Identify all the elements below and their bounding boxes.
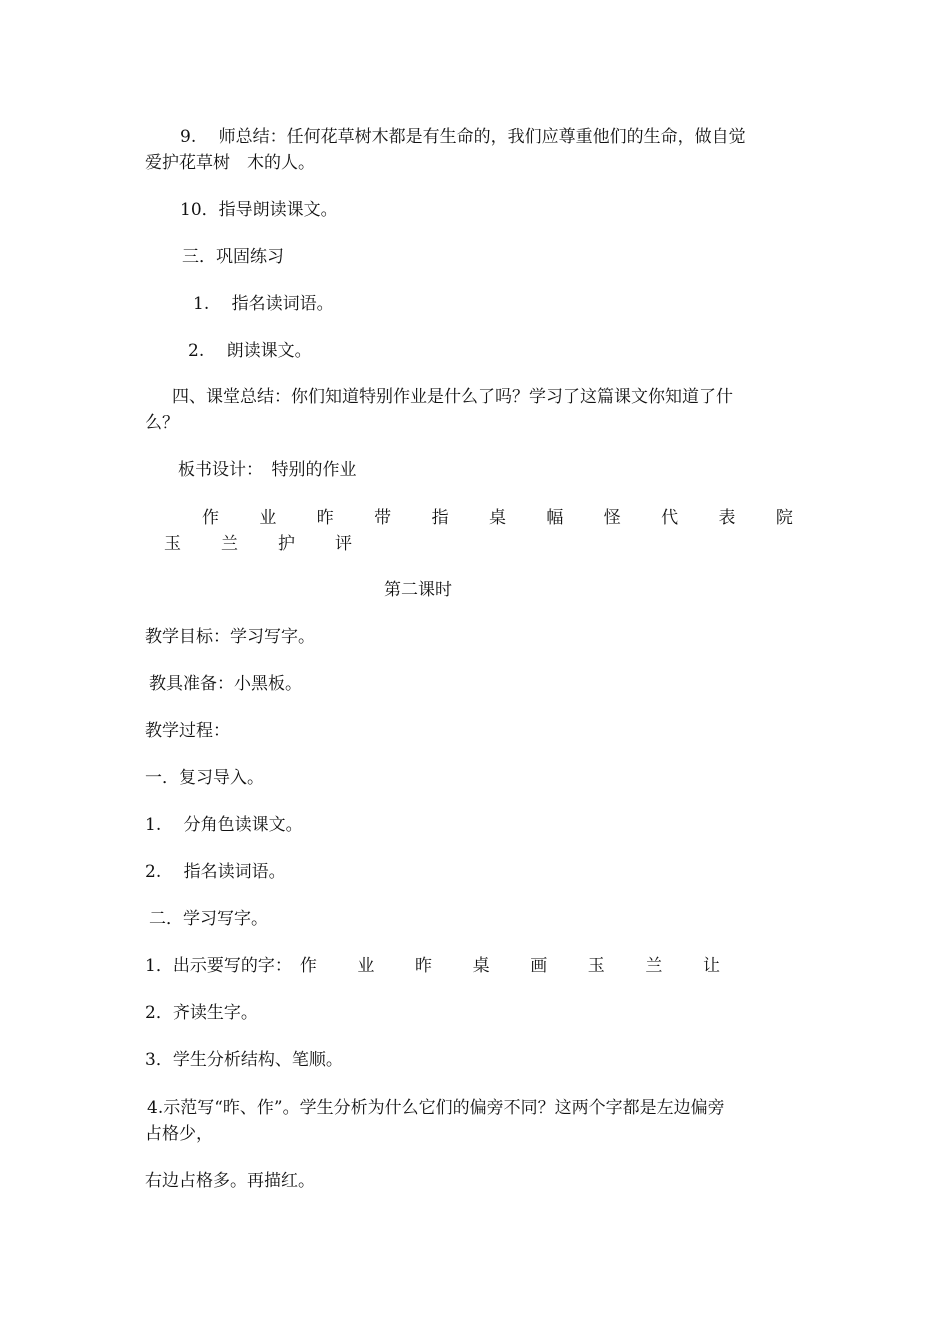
writing-step-1 — [145, 954, 720, 978]
writing-heading: 二．学习写字。 — [149, 909, 268, 929]
board-char: 表 — [718, 508, 736, 528]
summary-line2: 么？ — [145, 413, 179, 433]
board-char: 幅 — [546, 508, 564, 528]
teaching-process: 教学过程： — [145, 721, 230, 741]
board-char: 兰 — [221, 534, 238, 554]
board-char: 怪 — [603, 508, 621, 528]
write-char: 兰 — [645, 956, 663, 976]
board-char: 玉 — [164, 534, 181, 554]
review-item-2: 2. 指名读词语。 — [145, 862, 286, 882]
paragraph-10: 10．指导朗读课文。 — [180, 200, 338, 220]
review-heading: 一．复习导入。 — [145, 768, 264, 788]
board-char: 桌 — [488, 508, 506, 528]
write-char: 业 — [357, 956, 375, 976]
section-3-heading: 三．巩固练习 — [182, 247, 284, 267]
board-design-heading: 板书设计： 特别的作业 — [178, 460, 357, 480]
teaching-tools: 教具准备：小黑板。 — [149, 674, 302, 694]
board-char: 评 — [335, 534, 352, 554]
board-char: 业 — [259, 508, 277, 528]
paragraph-9-line1: 9. 师总结：任何花草树木都是有生命的，我们应尊重他们的生命，做自觉 — [180, 127, 746, 147]
board-characters-row1 — [202, 506, 793, 530]
review-item-1: 1. 分角色读课文。 — [145, 815, 303, 835]
write-char: 让 — [702, 956, 720, 976]
board-char: 指 — [431, 508, 449, 528]
summary-line1: 四、课堂总结：你们知道特别作业是什么了吗？学习了这篇课文你知道了什 — [172, 387, 733, 407]
writing-step-4-line3: 右边占格多。再描红。 — [145, 1171, 315, 1191]
board-char: 昨 — [316, 508, 334, 528]
practice-item-1: 1. 指名读词语。 — [193, 294, 334, 314]
writing-step-3: 3．学生分析结构、笔顺。 — [145, 1050, 343, 1070]
write-char: 昨 — [415, 956, 433, 976]
board-char: 护 — [278, 534, 295, 554]
board-characters-row2 — [164, 532, 352, 556]
board-char: 代 — [661, 508, 679, 528]
lesson-2-title: 第二课时 — [384, 580, 452, 600]
writing-step-4-line2: 占格少， — [145, 1124, 213, 1144]
board-char: 带 — [374, 508, 392, 528]
board-char: 作 — [202, 508, 219, 528]
teaching-goal: 教学目标：学习写字。 — [145, 627, 315, 647]
practice-item-2: 2. 朗读课文。 — [188, 341, 312, 361]
writing-step-2: 2．齐读生字。 — [145, 1003, 258, 1023]
paragraph-9-line2: 爱护花草树 木的人。 — [145, 153, 315, 173]
writing-step-4-line1: 4.示范写“昨、作”。学生分析为什么它们的偏旁不同？这两个字都是左边偏旁 — [147, 1098, 725, 1118]
writing-step-1-prefix: 1．出示要写的字： — [145, 956, 292, 976]
board-char: 院 — [775, 508, 793, 528]
write-char: 桌 — [472, 956, 490, 976]
write-char: 作 — [299, 956, 317, 976]
write-char: 画 — [530, 956, 548, 976]
write-char: 玉 — [587, 956, 605, 976]
